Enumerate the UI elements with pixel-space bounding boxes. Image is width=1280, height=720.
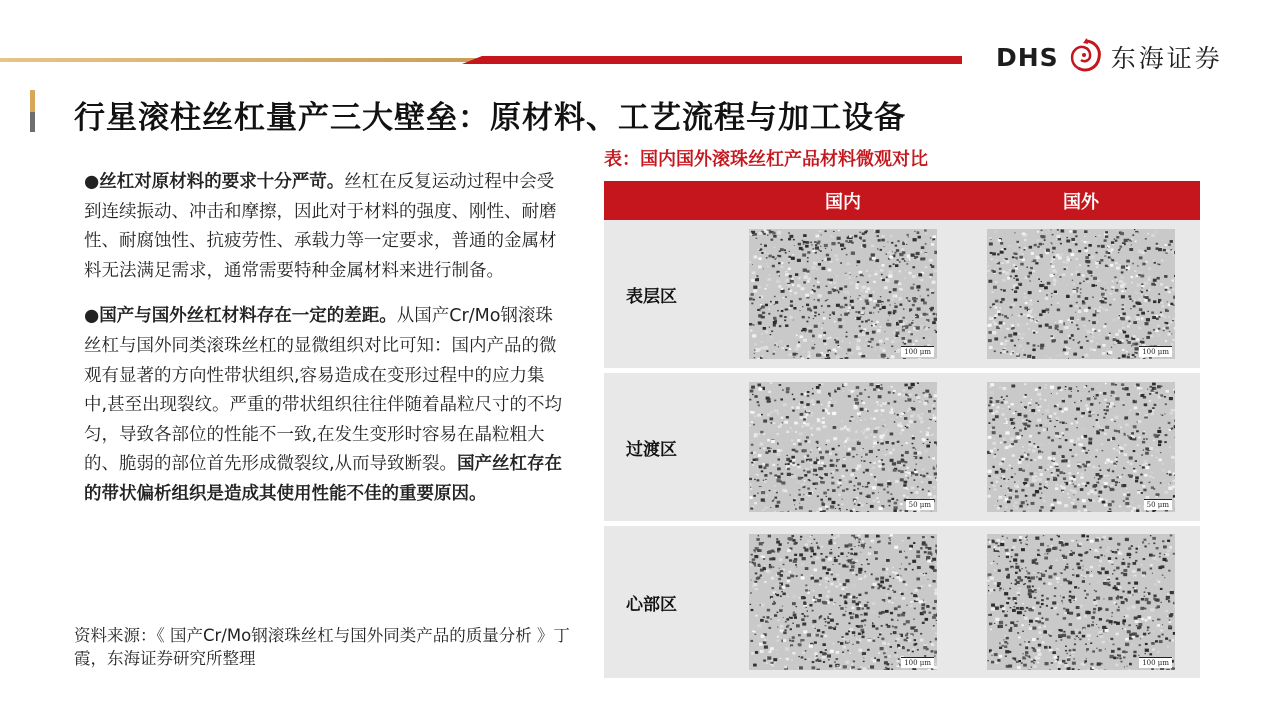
row-label: 心部区 (626, 594, 677, 615)
company-logo (996, 38, 1223, 76)
scale-bar: 100 μm (901, 657, 934, 668)
source-note: 资料来源：《 国产Cr/Mo钢滚珠丝杠与国外同类产品的质量分析 》丁霞，东海证券研究所整理 (74, 626, 570, 668)
table-header (604, 181, 1200, 220)
scale-bar: 50 μm (1144, 499, 1172, 510)
micrograph-foreign-transition (987, 382, 1175, 512)
row-label: 表层区 (626, 286, 677, 307)
scale-bar: 100 μm (1139, 346, 1172, 357)
table-row-transition (604, 373, 1200, 526)
page-title: 行星滚柱丝杠量产三大壁垒：原材料、工艺流程与加工设备 (74, 100, 906, 136)
title-accent-bar (30, 90, 35, 132)
scale-bar: 100 μm (901, 346, 934, 357)
paragraph-1-lead: ●丝杠对原材料的要求十分严苛。 (84, 172, 345, 192)
top-decor-bar (0, 56, 962, 64)
scale-bar: 100 μm (1139, 657, 1172, 668)
top-bar-gold (0, 58, 520, 62)
scale-bar: 50 μm (906, 499, 934, 510)
table-row-surface (604, 220, 1200, 373)
table-row-core (604, 526, 1200, 683)
body-text (84, 168, 564, 526)
header-foreign: 国外 (1063, 191, 1099, 213)
paragraph-2 (84, 302, 564, 509)
paragraph-1-text: 丝杠在反复运动过程中会受到连续振动、冲击和摩擦，因此对于材料的强度、刚性、耐磨性、耐腐蚀性、抗疲劳性、承载力等一定要求，普通的金属材料无法满足需求，通常需要特种金属材料来进行制备。 (84, 172, 557, 281)
top-bar-red (462, 56, 962, 64)
dragon-emblem-icon (1065, 37, 1105, 77)
logo-text: DHS (996, 42, 1059, 72)
paragraph-2-conclusion: 国产丝杠存在的带状偏析组织是造成其使用性能不佳的重要原因。 (84, 454, 563, 504)
micrograph-domestic-surface (749, 229, 937, 359)
comparison-table (604, 181, 1200, 683)
paragraph-2-text: 从国产Cr/Mo钢滚珠丝杠与国外同类滚珠丝杠的显微组织对比可知：国内产品的微观有显著的方向性带状组织,容易造成在变形过程中的应力集中,甚至出现裂纹。严重的带状组织往往伴随着晶粒尺寸的不均匀，导致各部位的性能不一致,在发生变形时容易在晶粒粗大的、脆弱的部位首先形成微裂纹,从而导致断裂。 (84, 306, 563, 475)
paragraph-2-lead: ●国产与国外丝杠材料存在一定的差距。 (84, 306, 397, 327)
table-caption: 表：国内国外滚珠丝杠产品材料微观对比 (604, 149, 928, 170)
micrograph-domestic-core (749, 534, 937, 670)
micrograph-domestic-transition (749, 382, 937, 512)
header-domestic: 国内 (825, 191, 861, 213)
paragraph-1 (84, 168, 564, 286)
micrograph-foreign-core (987, 534, 1175, 670)
logo-cn-text: 东海证券 (1110, 44, 1223, 73)
row-label: 过渡区 (626, 439, 677, 460)
micrograph-foreign-surface (987, 229, 1175, 359)
